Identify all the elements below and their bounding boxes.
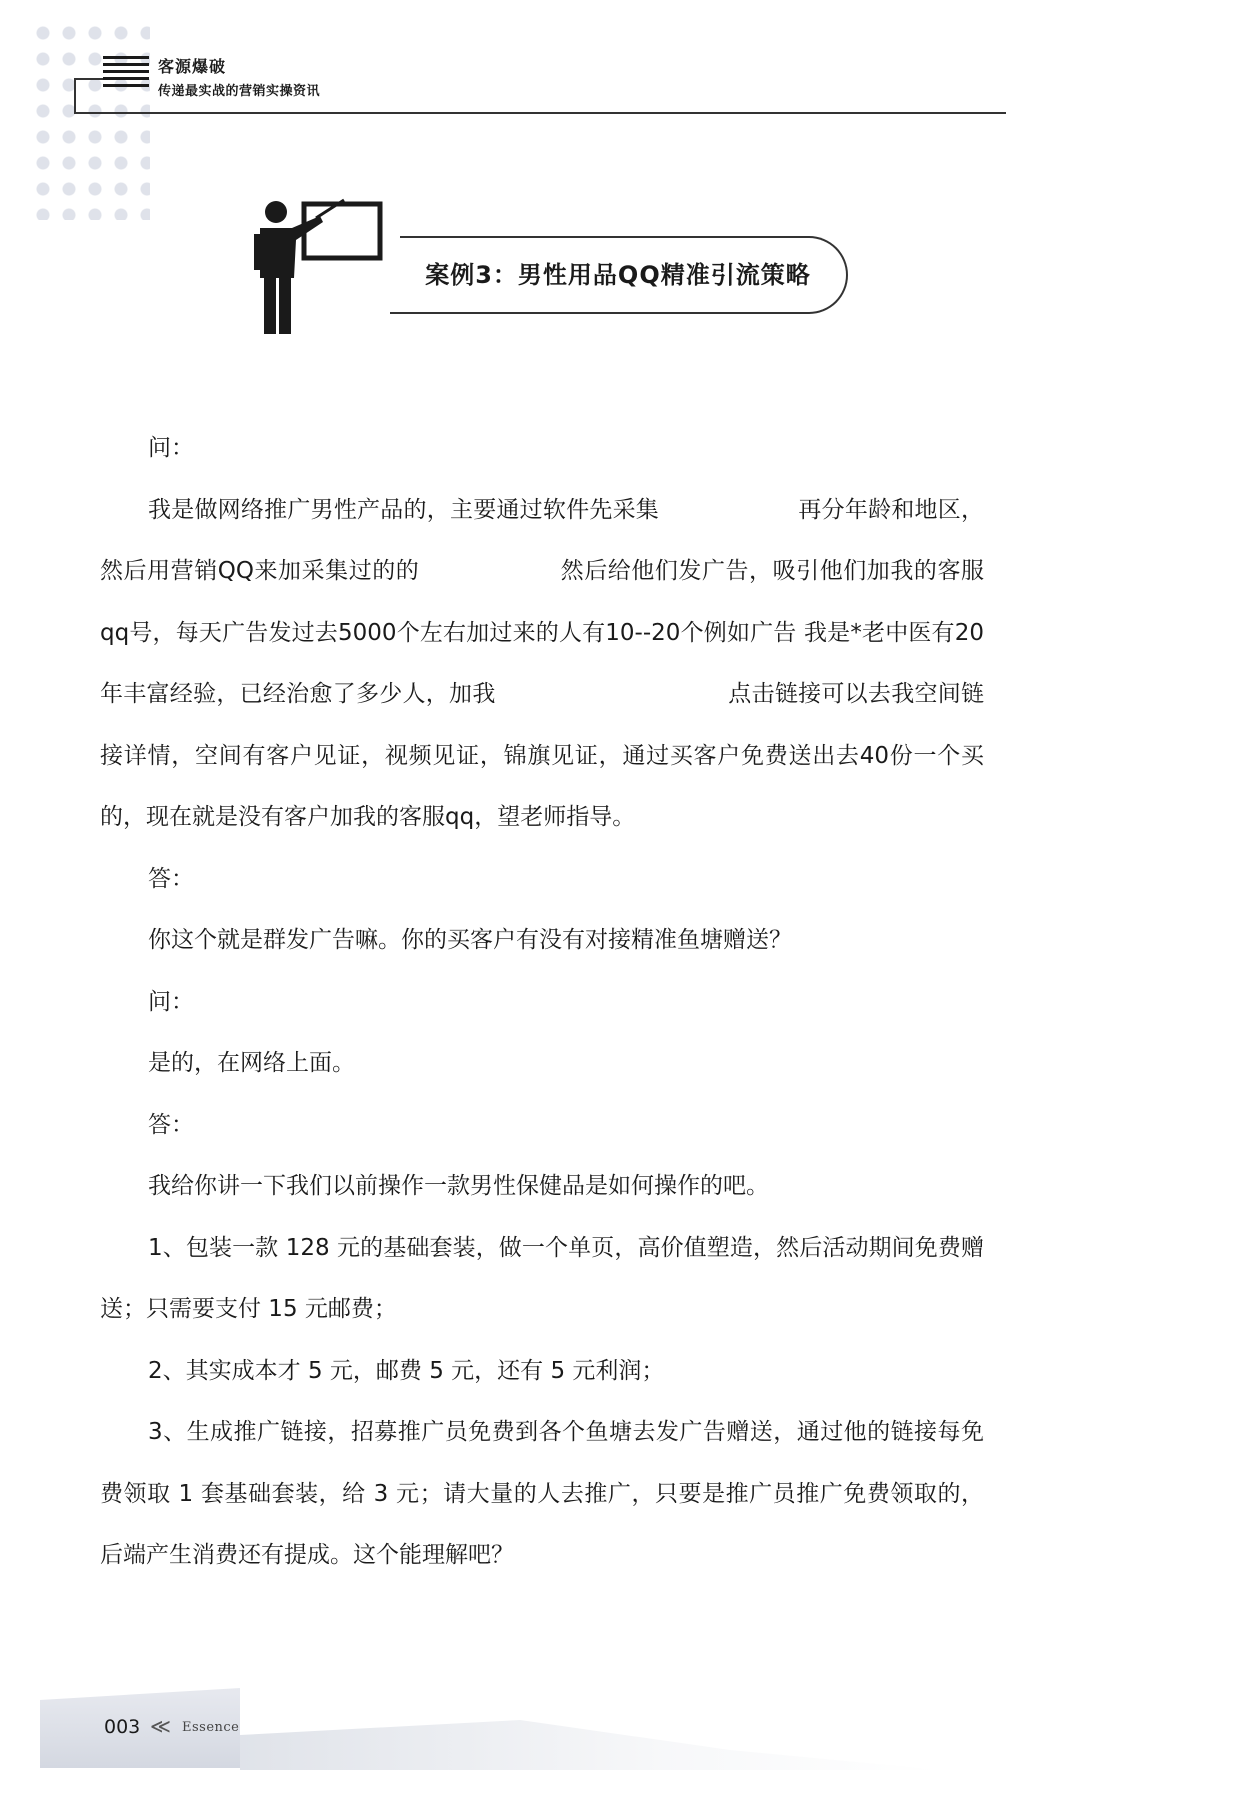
header-dot-pattern — [30, 20, 150, 220]
paragraph-1: 我是做网络推广男性产品的，主要通过软件先采集 再分年龄和地区，然后用营销QQ来加采集过的的 然后给他们发广告，吸引他们加我的客服qq号，每天广告发过去5000个左右加过来的人有10--20个例如广告 我是*老中医有20年丰富经验，已经治愈了多少人，加我 点击链接可以去我空间链接详情，空间有客户见证，视频见证，锦旗见证，通过买客户免费送出去40份一个买的，现在就是没有客户加我的客服qq，望老师指导。 — [100, 496, 984, 830]
header-subtitle: 传递最实战的营销实操资讯 — [158, 84, 321, 99]
header-lines-icon — [103, 56, 149, 94]
paragraph-2: 答： — [148, 865, 194, 892]
paragraph-3: 你这个就是群发广告嘛。你的买客户有没有对接精准鱼塘赠送？ — [148, 927, 792, 953]
footer-wave — [240, 1720, 940, 1770]
double-chevron-left-icon: ≪ — [150, 1714, 171, 1738]
case-title: 案例3：男性用品QQ精准引流策略 — [425, 261, 811, 289]
header-rule — [74, 112, 1006, 114]
paragraph-9: 2、其实成本才 5 元，邮费 5 元，还有 5 元利润； — [148, 1357, 665, 1384]
paragraph-8: 1、包装一款 128 元的基础套装，做一个单页，高价值塑造，然后活动期间免费赠送；只需要支付 15 元邮费； — [100, 1234, 984, 1322]
paragraph-7: 我给你讲一下我们以前操作一款男性保健品是如何操作的吧。 — [148, 1173, 769, 1199]
header-title: 客源爆破 — [158, 57, 227, 76]
paragraph-10: 3、生成推广链接，招募推广员免费到各个鱼塘去发广告赠送，通过他的链接每免费领取 1 套基础套装，给 3 元；请大量的人去推广，只要是推广员推广免费领取的，后端产生消费还有提成。这个能理解吧？ — [100, 1419, 984, 1568]
page-number: 003 — [104, 1716, 141, 1738]
paragraph-5: 是的，在网络上面。 — [148, 1050, 355, 1076]
paragraph-6: 答： — [148, 1111, 194, 1138]
header-bracket — [74, 78, 104, 114]
presenter-icon — [246, 198, 386, 338]
footer-essence-label: Essence — [182, 1720, 240, 1735]
case-title-box — [390, 236, 848, 314]
article-body — [100, 418, 984, 1587]
paragraph-0: 问： — [148, 435, 194, 461]
paragraph-4: 问： — [148, 988, 194, 1015]
